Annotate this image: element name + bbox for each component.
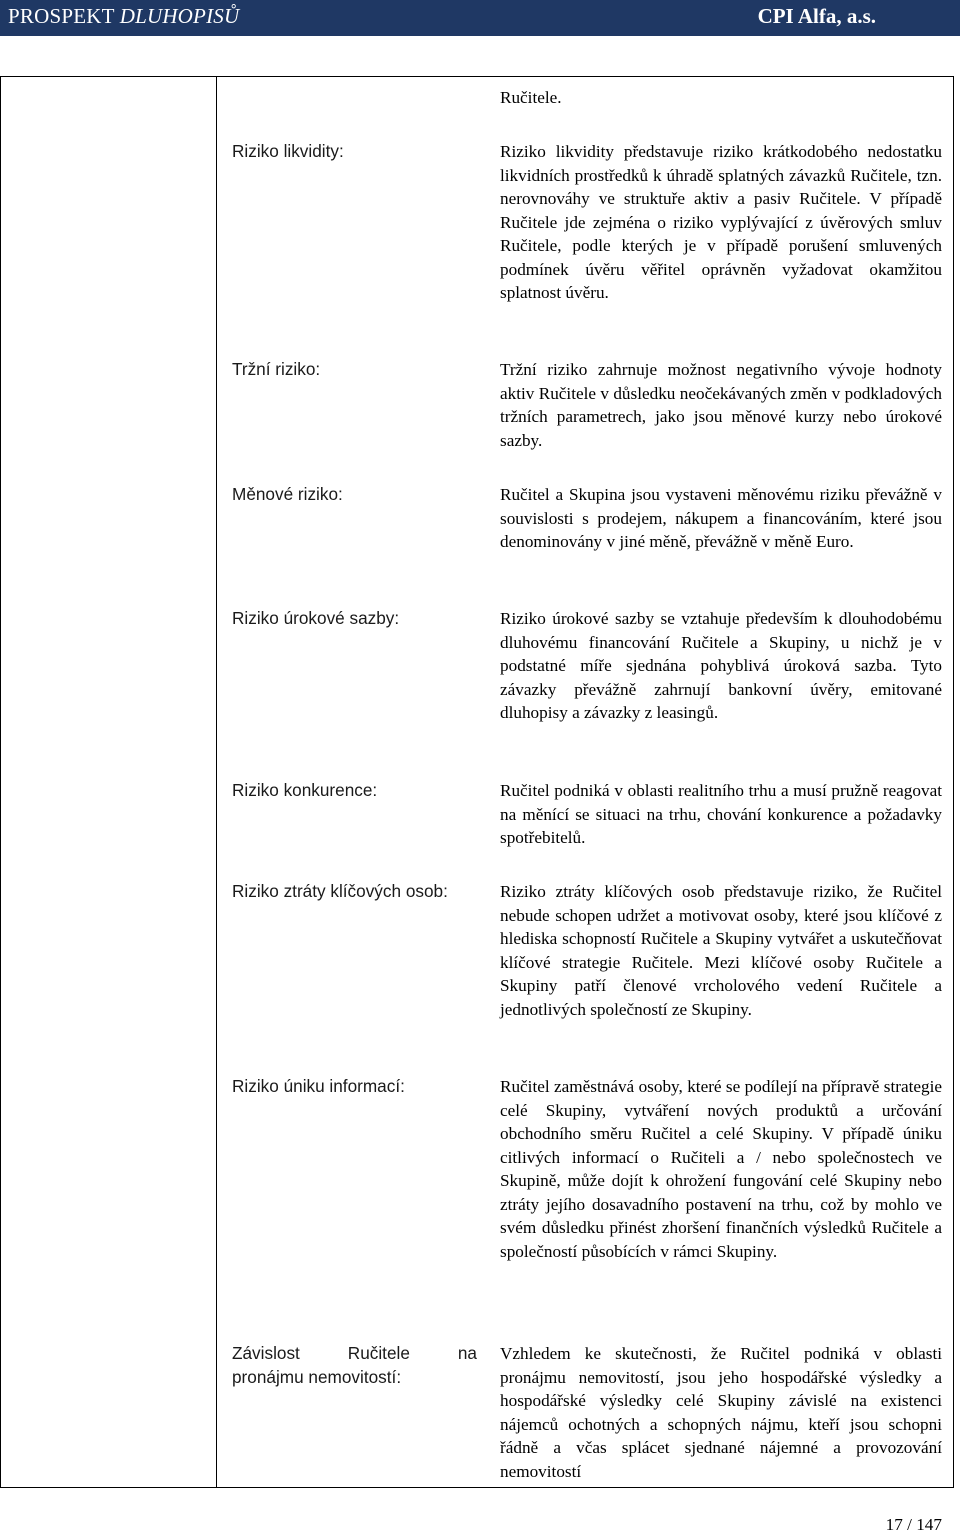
risk-description-information-leak: Ručitel zaměstnává osoby, které se podílejí na přípravě strategie celé Skupiny, vytváření nových produktů a určování obchodního směru Ručitel a celé Skupiny. V případě úniku citlivých informací o Ručiteli a / nebo společnostech ve Skupině, může dojít k ohrožení fungování celé Skupiny nebo ztráty jejího dosavadního postavení na trhu, což by mohlo ve svém důsledku přinést zhoršení finančních výsledků Ručitele a společností působících v rámci Skupiny. xyxy=(500,1077,942,1261)
risk-label-rental-line1: Závislost Ručitele na xyxy=(232,1343,477,1363)
table-column-divider xyxy=(216,77,217,1487)
risk-description-currency: Ručitel a Skupina jsou vystaveni měnovému riziku převážně v souvislosti s prodejem, nákupem a financováním, které jsou denominovány v jiné měně, převážně v měně Euro. xyxy=(500,485,942,551)
risk-label-market: Tržní riziko: xyxy=(232,359,321,379)
risk-label-interest-rate: Riziko úrokové sazby: xyxy=(232,608,400,628)
risk-description-liquidity: Riziko likvidity představuje riziko krátkodobého nedostatku likvidních prostředků k úhradě splatných závazků Ručitele, tzn. nerovnováhy ve struktuře aktiv a pasiv Ručitele. V případě Ručitele jde zejména o riziko vyplývající z úvěrových smluv Ručitele, podle kterých je v případě porušení smluvených podmínek úvěru věřitel oprávněn vyžadovat okamžitou splatnost úvěru. xyxy=(500,142,942,302)
risk-label-currency: Měnové riziko: xyxy=(232,484,343,504)
risk-label-information-leak: Riziko úniku informací: xyxy=(232,1076,405,1096)
risk-description-competition: Ručitel podniká v oblasti realitního trhu a musí pružně reagovat na měnící se situaci na trhu, chování konkurence a požadavky spotřebitelů. xyxy=(500,781,942,847)
risk-description-market: Tržní riziko zahrnuje možnost negativního vývoje hodnoty aktiv Ručitele v důsledku neočekávaných změn v podkladových tržních parametrech, jako jsou měnové kurzy nebo úrokové sazby. xyxy=(500,360,942,450)
header-title-prefix: PROSPEKT xyxy=(8,4,120,28)
risk-label-rental-dependency xyxy=(232,1342,477,1389)
risk-description-rental-dependency: Vzhledem ke skutečnosti, že Ručitel podniká v oblasti pronájmu nemovitostí, jsou jeho hospodářské výsledky a hospodářské výsledky celé Skupiny závislé na existenci nájemců ochotných a schopných nájmu, kteří jsou schopni řádně a včas splácet sjednané nájemné a provozování nemovitostí xyxy=(500,1344,942,1481)
risk-description-interest-rate: Riziko úrokové sazby se vztahuje především k dlouhodobému dluhovému financování Ručitele a Skupiny, u nichž je v podstatné míře sjednána pohyblivá úroková sazba. Tyto závazky převážně zahrnují bankovní úvěry, emitované dluhopisy a závazky z leasingů. xyxy=(500,609,942,722)
risk-description-key-persons: Riziko ztráty klíčových osob představuje riziko, že Ručitel nebude schopen udržet a motivovat osoby, které jsou klíčové z hlediska schopností Ručitele a Skupiny vytvářet a uskutečňovat klíčové strategie Ručitele. Mezi klíčové osoby Ručitele a Skupiny patří členové vrcholového vedení Ručitele a jednotlivých společností ze Skupiny. xyxy=(500,882,942,1019)
risk-label-rental-line2: pronájmu nemovitostí: xyxy=(232,1366,402,1387)
header-title-italic: DLUHOPISŮ xyxy=(119,4,240,28)
risk-label-liquidity: Riziko likvidity: xyxy=(232,141,344,161)
risk-label-competition: Riziko konkurence: xyxy=(232,780,378,800)
risk-label-key-persons: Riziko ztráty klíčových osob: xyxy=(232,881,448,901)
document-header xyxy=(0,0,960,36)
page-number: 17 / 147 xyxy=(885,1515,942,1534)
header-company-name: CPI Alfa, a.s. xyxy=(757,4,876,28)
continued-text: Ručitele. xyxy=(500,88,562,107)
header-document-title xyxy=(8,4,239,29)
